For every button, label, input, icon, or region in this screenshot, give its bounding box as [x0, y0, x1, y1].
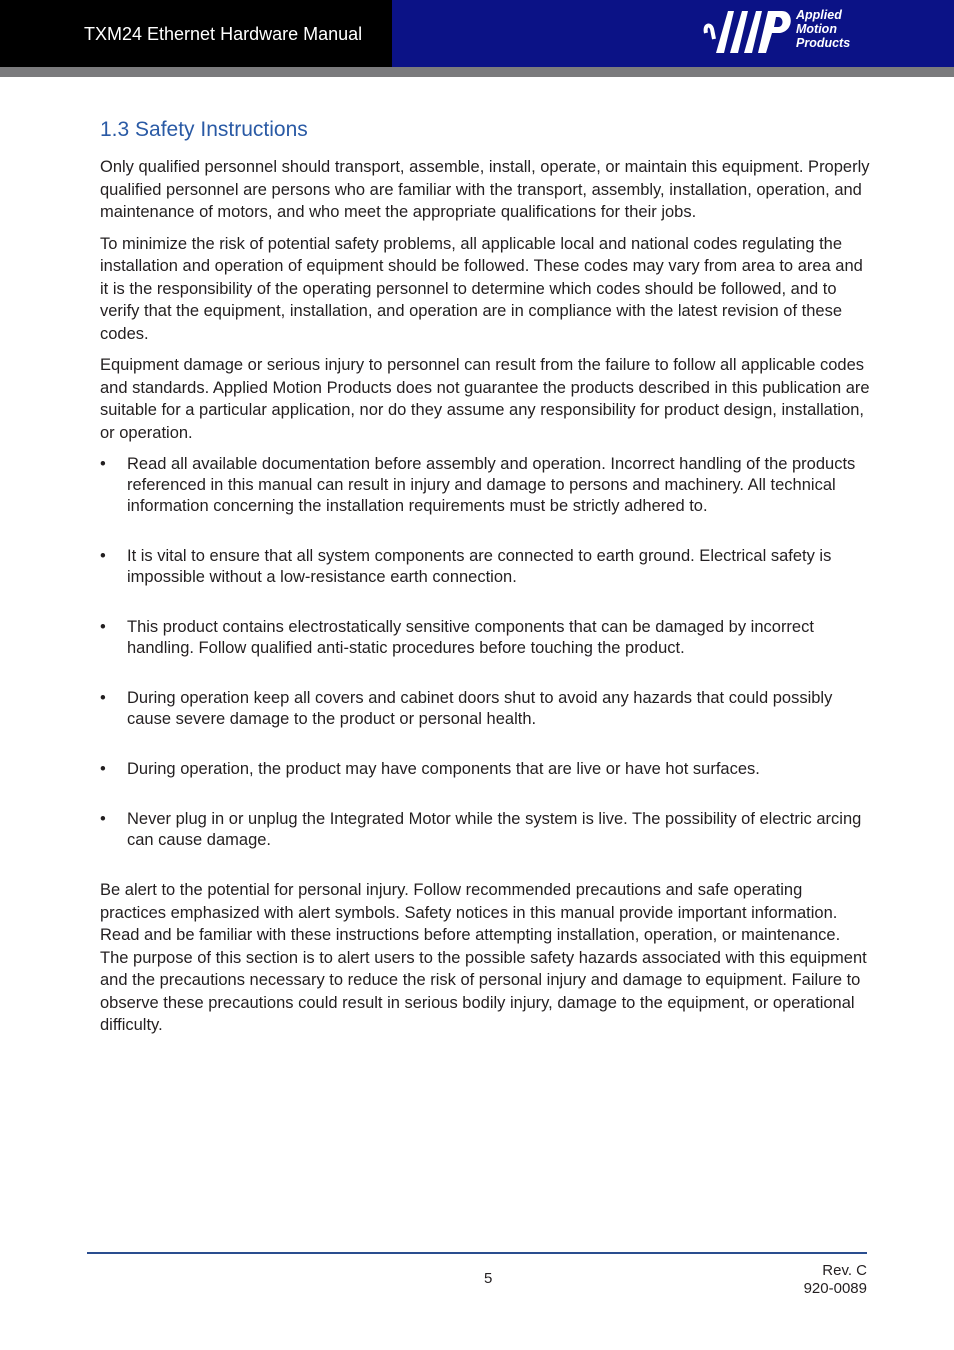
bullet-marker: •	[100, 455, 106, 473]
list-item-text: During operation keep all covers and cabinet doors shut to avoid any hazards that could possibly cause severe damage to the product or personal health.	[127, 689, 833, 728]
header-title-block	[0, 0, 392, 67]
list-item-text: During operation, the product may have components that are live or have hot surfaces.	[127, 760, 760, 778]
list-item	[100, 809, 870, 851]
paragraph-damage: Equipment damage or serious injury to personnel can result from the failure to follow all applicable codes and standards. Applied Motion Products does not guarantee the products described in this publication are suitable for a particular application, nor do they assume any responsibility for product design, installation, or operation.	[100, 356, 870, 442]
header-gray-bar	[0, 67, 954, 77]
footer-divider	[87, 1252, 867, 1254]
paragraph-closing: Be alert to the potential for personal injury. Follow recommended precautions and safe operating practices emphasized with alert symbols. Safety notices in this manual provide important information. Read and be familiar with these instructions before attempting installation, operation, or maintenance. The purpose of this section is to alert users to the possible safety hazards associated with this equipment and the precautions necessary to reduce the risk of personal injury and damage to equipment. Failure to observe these precautions could result in serious bodily injury, damage to the equipment, or operational difficulty.	[100, 881, 867, 1034]
list-item-text: It is vital to ensure that all system components are connected to earth ground. Electrical safety is impossible without a low-resistance earth connection.	[127, 547, 832, 586]
page-header	[0, 0, 954, 67]
bullet-marker: •	[100, 760, 106, 778]
list-item-text: This product contains electrostatically sensitive components that can be damaged by incorrect handling. Follow qualified anti-static procedures before touching the product.	[127, 618, 814, 657]
list-item	[100, 454, 870, 517]
logo-wordmark	[796, 8, 850, 50]
logo-line-products: Products	[796, 36, 851, 50]
manual-title: TXM24 Ethernet Hardware Manual	[84, 24, 363, 44]
logo-line-motion: Motion	[796, 22, 837, 36]
list-item	[100, 546, 870, 588]
safety-list-wrapper	[100, 454, 870, 851]
list-item	[100, 617, 870, 659]
logo-line-applied: Applied	[796, 8, 842, 22]
applied-motion-logo	[702, 5, 872, 61]
document-number: 920-0089	[803, 1280, 867, 1297]
safety-bullet-list	[100, 454, 870, 851]
page-content	[100, 115, 870, 1046]
bullet-marker: •	[100, 689, 106, 707]
page-number: 5	[484, 1270, 493, 1287]
header-logo-block	[392, 0, 954, 67]
revision-block	[804, 1262, 867, 1298]
list-item-text: Read all available documentation before assembly and operation. Incorrect handling of the products referenced in this manual can result in injury and damage to persons and machinery. All technical information concerning the installation requirements must be strictly adhered to.	[127, 455, 856, 515]
paragraph-qualified-personnel: Only qualified personnel should transport, assemble, install, operate, or maintain this equipment. Properly qualified personnel are persons who are familiar with the transport, assembly, installation, operation, and maintenance of motors, and who meet the appropriate qualifications for their jobs.	[100, 158, 870, 221]
bullet-marker: •	[100, 547, 106, 565]
bullet-marker: •	[100, 618, 106, 636]
paragraph-codes: To minimize the risk of potential safety problems, all applicable local and national codes regulating the installation and operation of equipment should be followed. These codes may vary from area to area and it is the responsibility of the operating personnel to determine which codes should be followed, and to verify that the equipment, installation, and operation are in compliance with the latest revision of these codes.	[100, 234, 863, 343]
bullet-marker: •	[100, 810, 106, 828]
section-title: 1.3 Safety Instructions	[100, 118, 308, 141]
list-item	[100, 688, 870, 730]
list-item-text: Never plug in or unplug the Integrated Motor while the system is live. The possibility of electric arcing can cause damage.	[127, 810, 862, 849]
revision-label: Rev. C	[822, 1262, 867, 1279]
applied-motion-logo-icon	[702, 5, 794, 61]
list-item	[100, 759, 870, 780]
